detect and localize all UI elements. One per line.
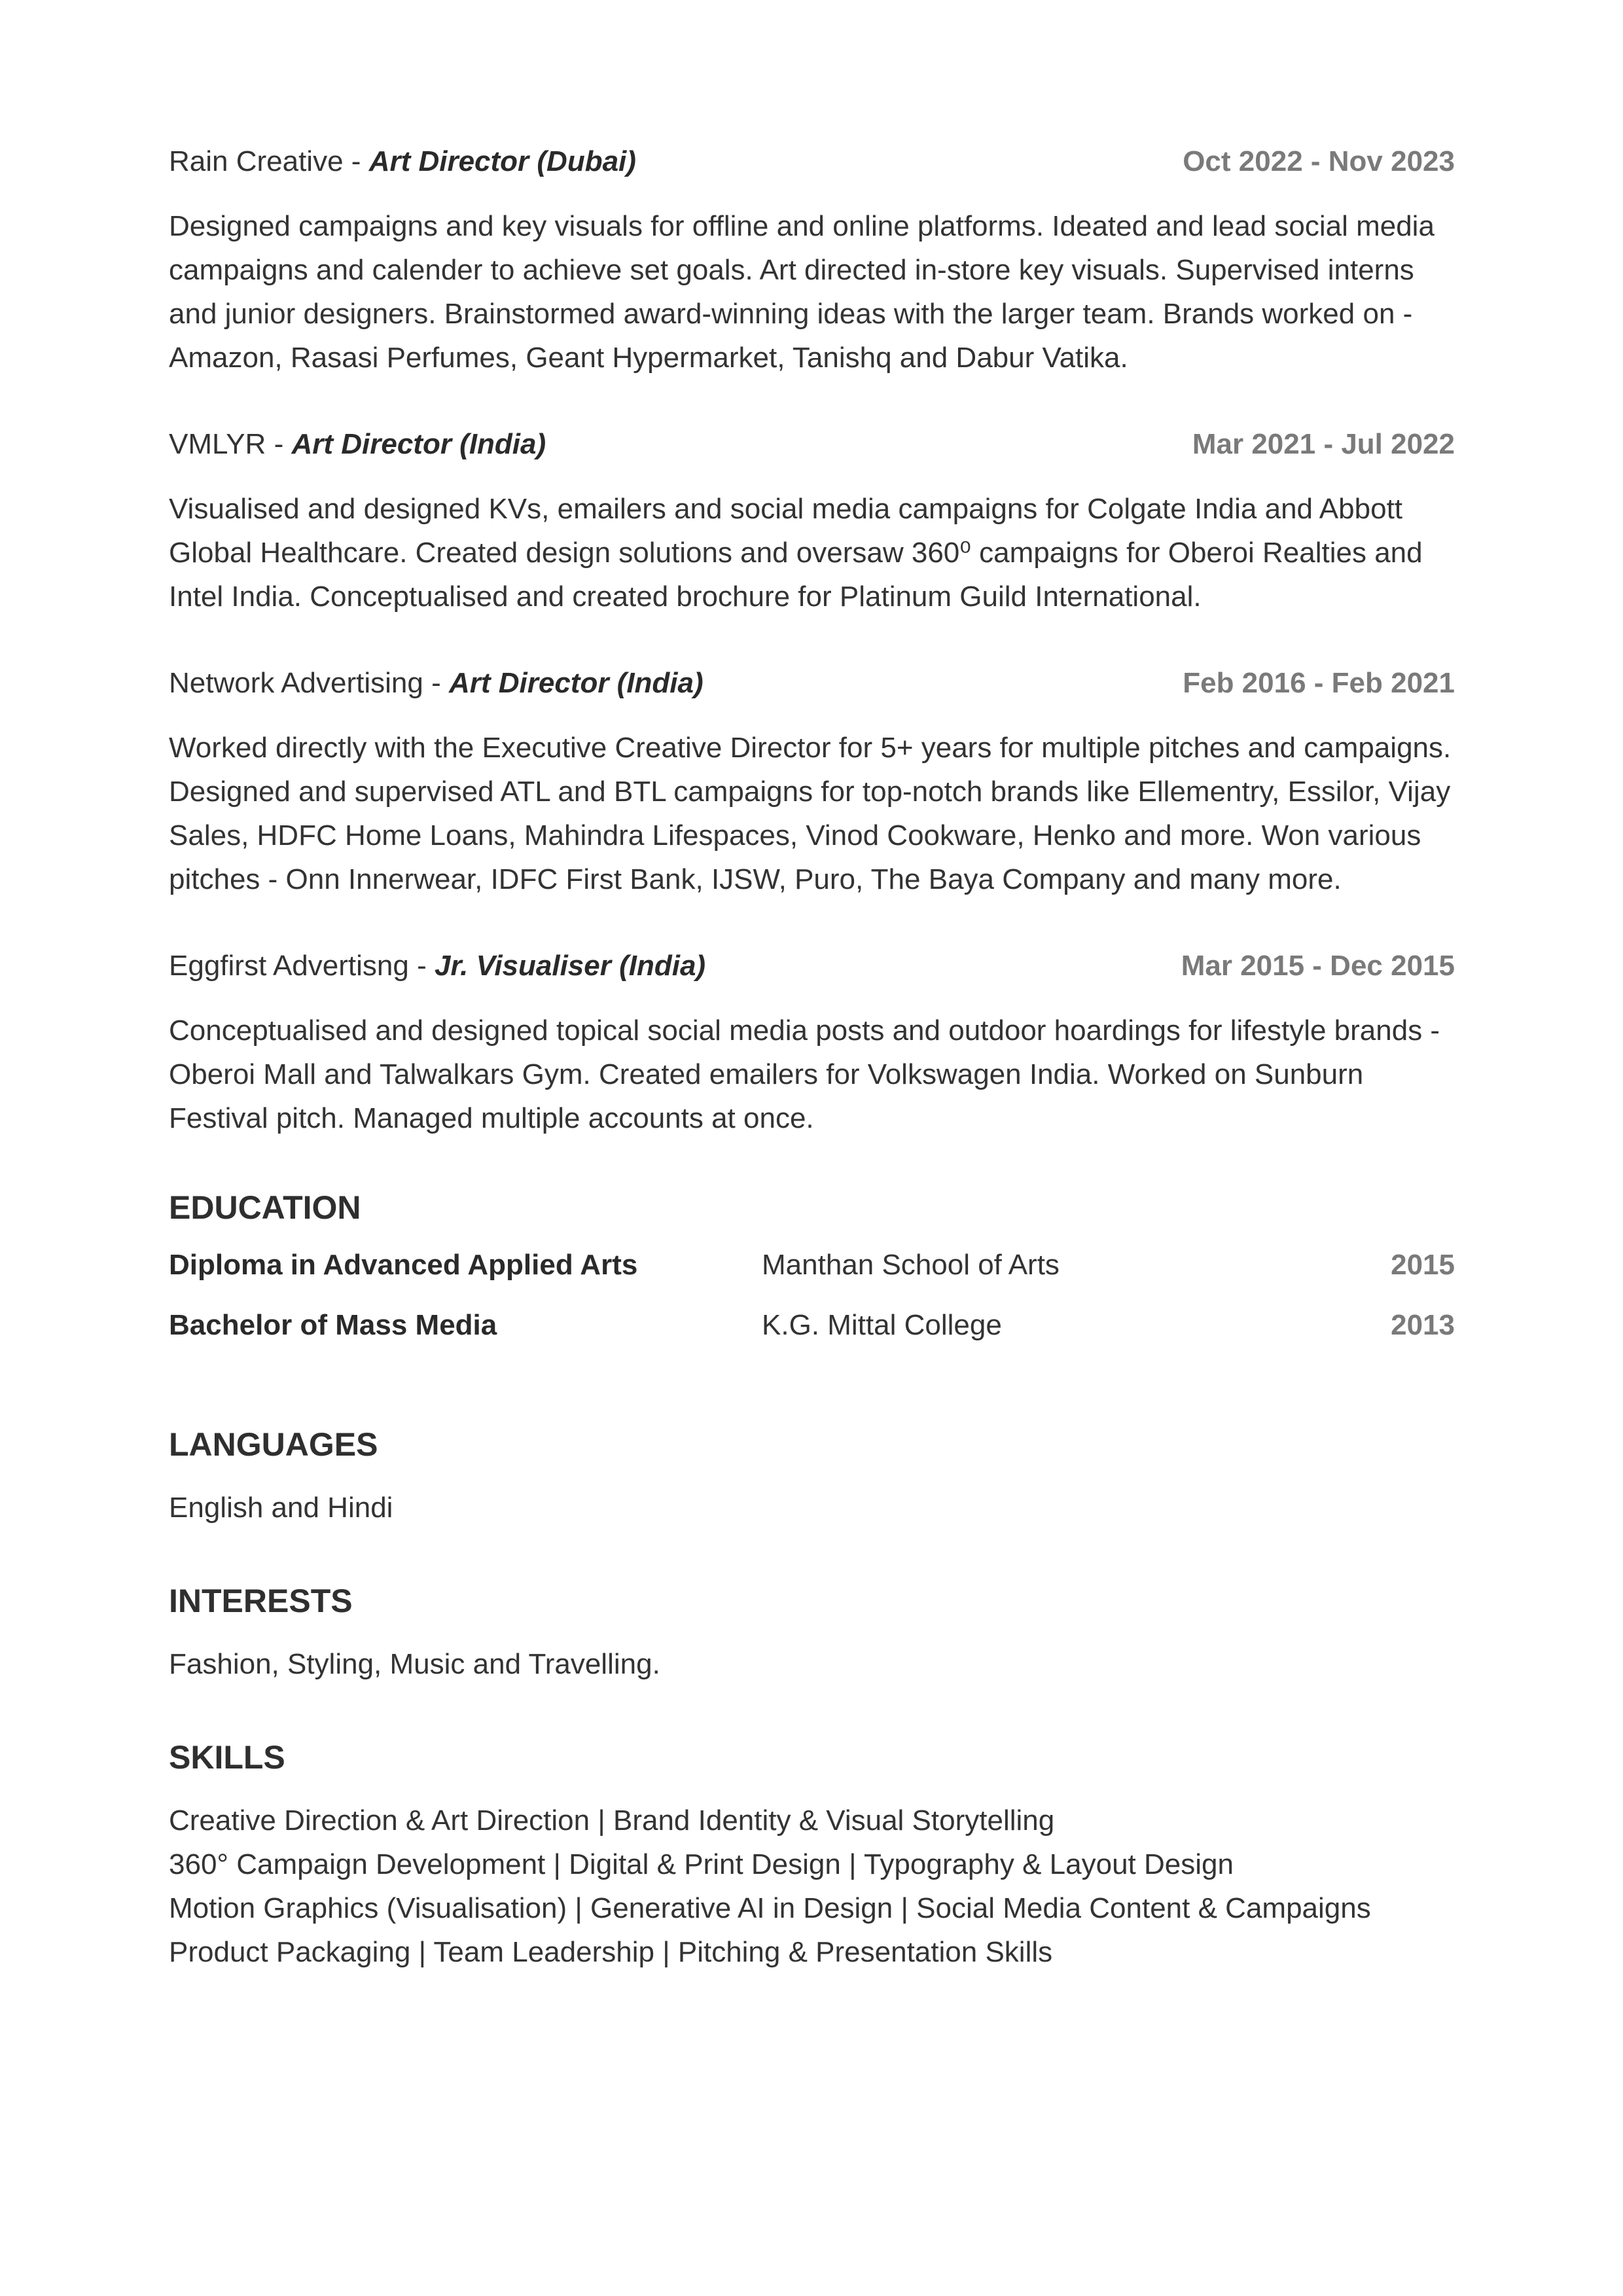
education-heading: EDUCATION (169, 1189, 361, 1226)
languages-heading: LANGUAGES (169, 1426, 378, 1463)
languages-text: English and Hindi (169, 1492, 393, 1524)
education-year: 2013 (1391, 1309, 1455, 1341)
job-dates: Feb 2016 - Feb 2021 (1183, 667, 1455, 699)
experience-header (169, 145, 1455, 191)
skills-line: 360° Campaign Development | Digital & Print Design | Typography & Layout Design (169, 1848, 1234, 1880)
job-dates: Mar 2021 - Jul 2022 (1192, 428, 1455, 460)
experience-entry (169, 428, 1455, 619)
title-separator: - (431, 667, 449, 699)
company-name: VMLYR (169, 428, 266, 460)
experience-entry (169, 145, 1455, 380)
skills-line: Creative Direction & Art Direction | Brand Identity & Visual Storytelling (169, 1804, 1055, 1837)
skills-line: Product Packaging | Team Leadership | Pitching & Presentation Skills (169, 1936, 1053, 1968)
job-role: Jr. Visualiser (India) (434, 950, 706, 982)
interests-heading: INTERESTS (169, 1583, 353, 1619)
education-row (169, 1249, 1455, 1309)
education-degree: Bachelor of Mass Media (169, 1309, 497, 1341)
skills-line: Motion Graphics (Visualisation) | Generative AI in Design | Social Media Content & Campaigns (169, 1892, 1371, 1924)
job-description: Conceptualised and designed topical social media posts and outdoor hoardings for lifestyle brands - Oberoi Mall and Talwalkars Gym. Created emailers for Volkswagen India. Worked on Sunburn Festival pitch. Managed multiple accounts at once. (169, 1014, 1440, 1134)
experience-title (169, 667, 704, 700)
skills-heading: SKILLS (169, 1739, 285, 1776)
job-dates: Mar 2015 - Dec 2015 (1181, 950, 1455, 982)
experience-title (169, 145, 636, 178)
job-role: Art Director (Dubai) (368, 145, 636, 177)
job-description: Visualised and designed KVs, emailers and social media campaigns for Colgate India and Abbott Global Healthcare. Created design solutions and oversaw 360⁰ campaigns for Oberoi Realties and Intel India. Conceptualised and created brochure for Platinum Guild International. (169, 493, 1423, 613)
experience-header (169, 950, 1455, 996)
company-name: Eggfirst Advertisng (169, 950, 409, 982)
experience-title (169, 950, 705, 982)
interests-text: Fashion, Styling, Music and Travelling. (169, 1648, 660, 1680)
job-role: Art Director (India) (448, 667, 704, 699)
education-school: Manthan School of Arts (762, 1249, 1060, 1281)
job-description: Designed campaigns and key visuals for offline and online platforms. Ideated and lead social media campaigns and calender to achieve set goals. Art directed in-store key visuals. Supervised interns and junior designers. Brainstormed award-winning ideas with the larger team. Brands worked on - Amazon, Rasasi Perfumes, Geant Hypermarket, Tanishq and Dabur Vatika. (169, 210, 1435, 374)
resume-page (169, 145, 1455, 1974)
title-separator: - (417, 950, 435, 982)
company-name: Network Advertising (169, 667, 423, 699)
education-row (169, 1309, 1455, 1369)
job-description: Worked directly with the Executive Creative Director for 5+ years for multiple pitches and campaigns. Designed and supervised ATL and BTL campaigns for top-notch brands like Ellementry, Essilor, Vijay Sales, HDFC Home Loans, Mahindra Lifespaces, Vinod Cookware, Henko and more. Won various pitches - Onn Innerwear, IDFC First Bank, IJSW, Puro, The Baya Company and many more. (169, 732, 1452, 895)
title-separator: - (274, 428, 292, 460)
experience-title (169, 428, 546, 461)
education-school: K.G. Mittal College (762, 1309, 1002, 1341)
job-dates: Oct 2022 - Nov 2023 (1183, 145, 1455, 177)
job-role: Art Director (India) (291, 428, 546, 460)
experience-header (169, 428, 1455, 474)
education-year: 2015 (1391, 1249, 1455, 1281)
education-degree: Diploma in Advanced Applied Arts (169, 1249, 638, 1281)
experience-header (169, 667, 1455, 713)
experience-entry (169, 667, 1455, 901)
experience-entry (169, 950, 1455, 1140)
company-name: Rain Creative (169, 145, 344, 177)
title-separator: - (351, 145, 369, 177)
